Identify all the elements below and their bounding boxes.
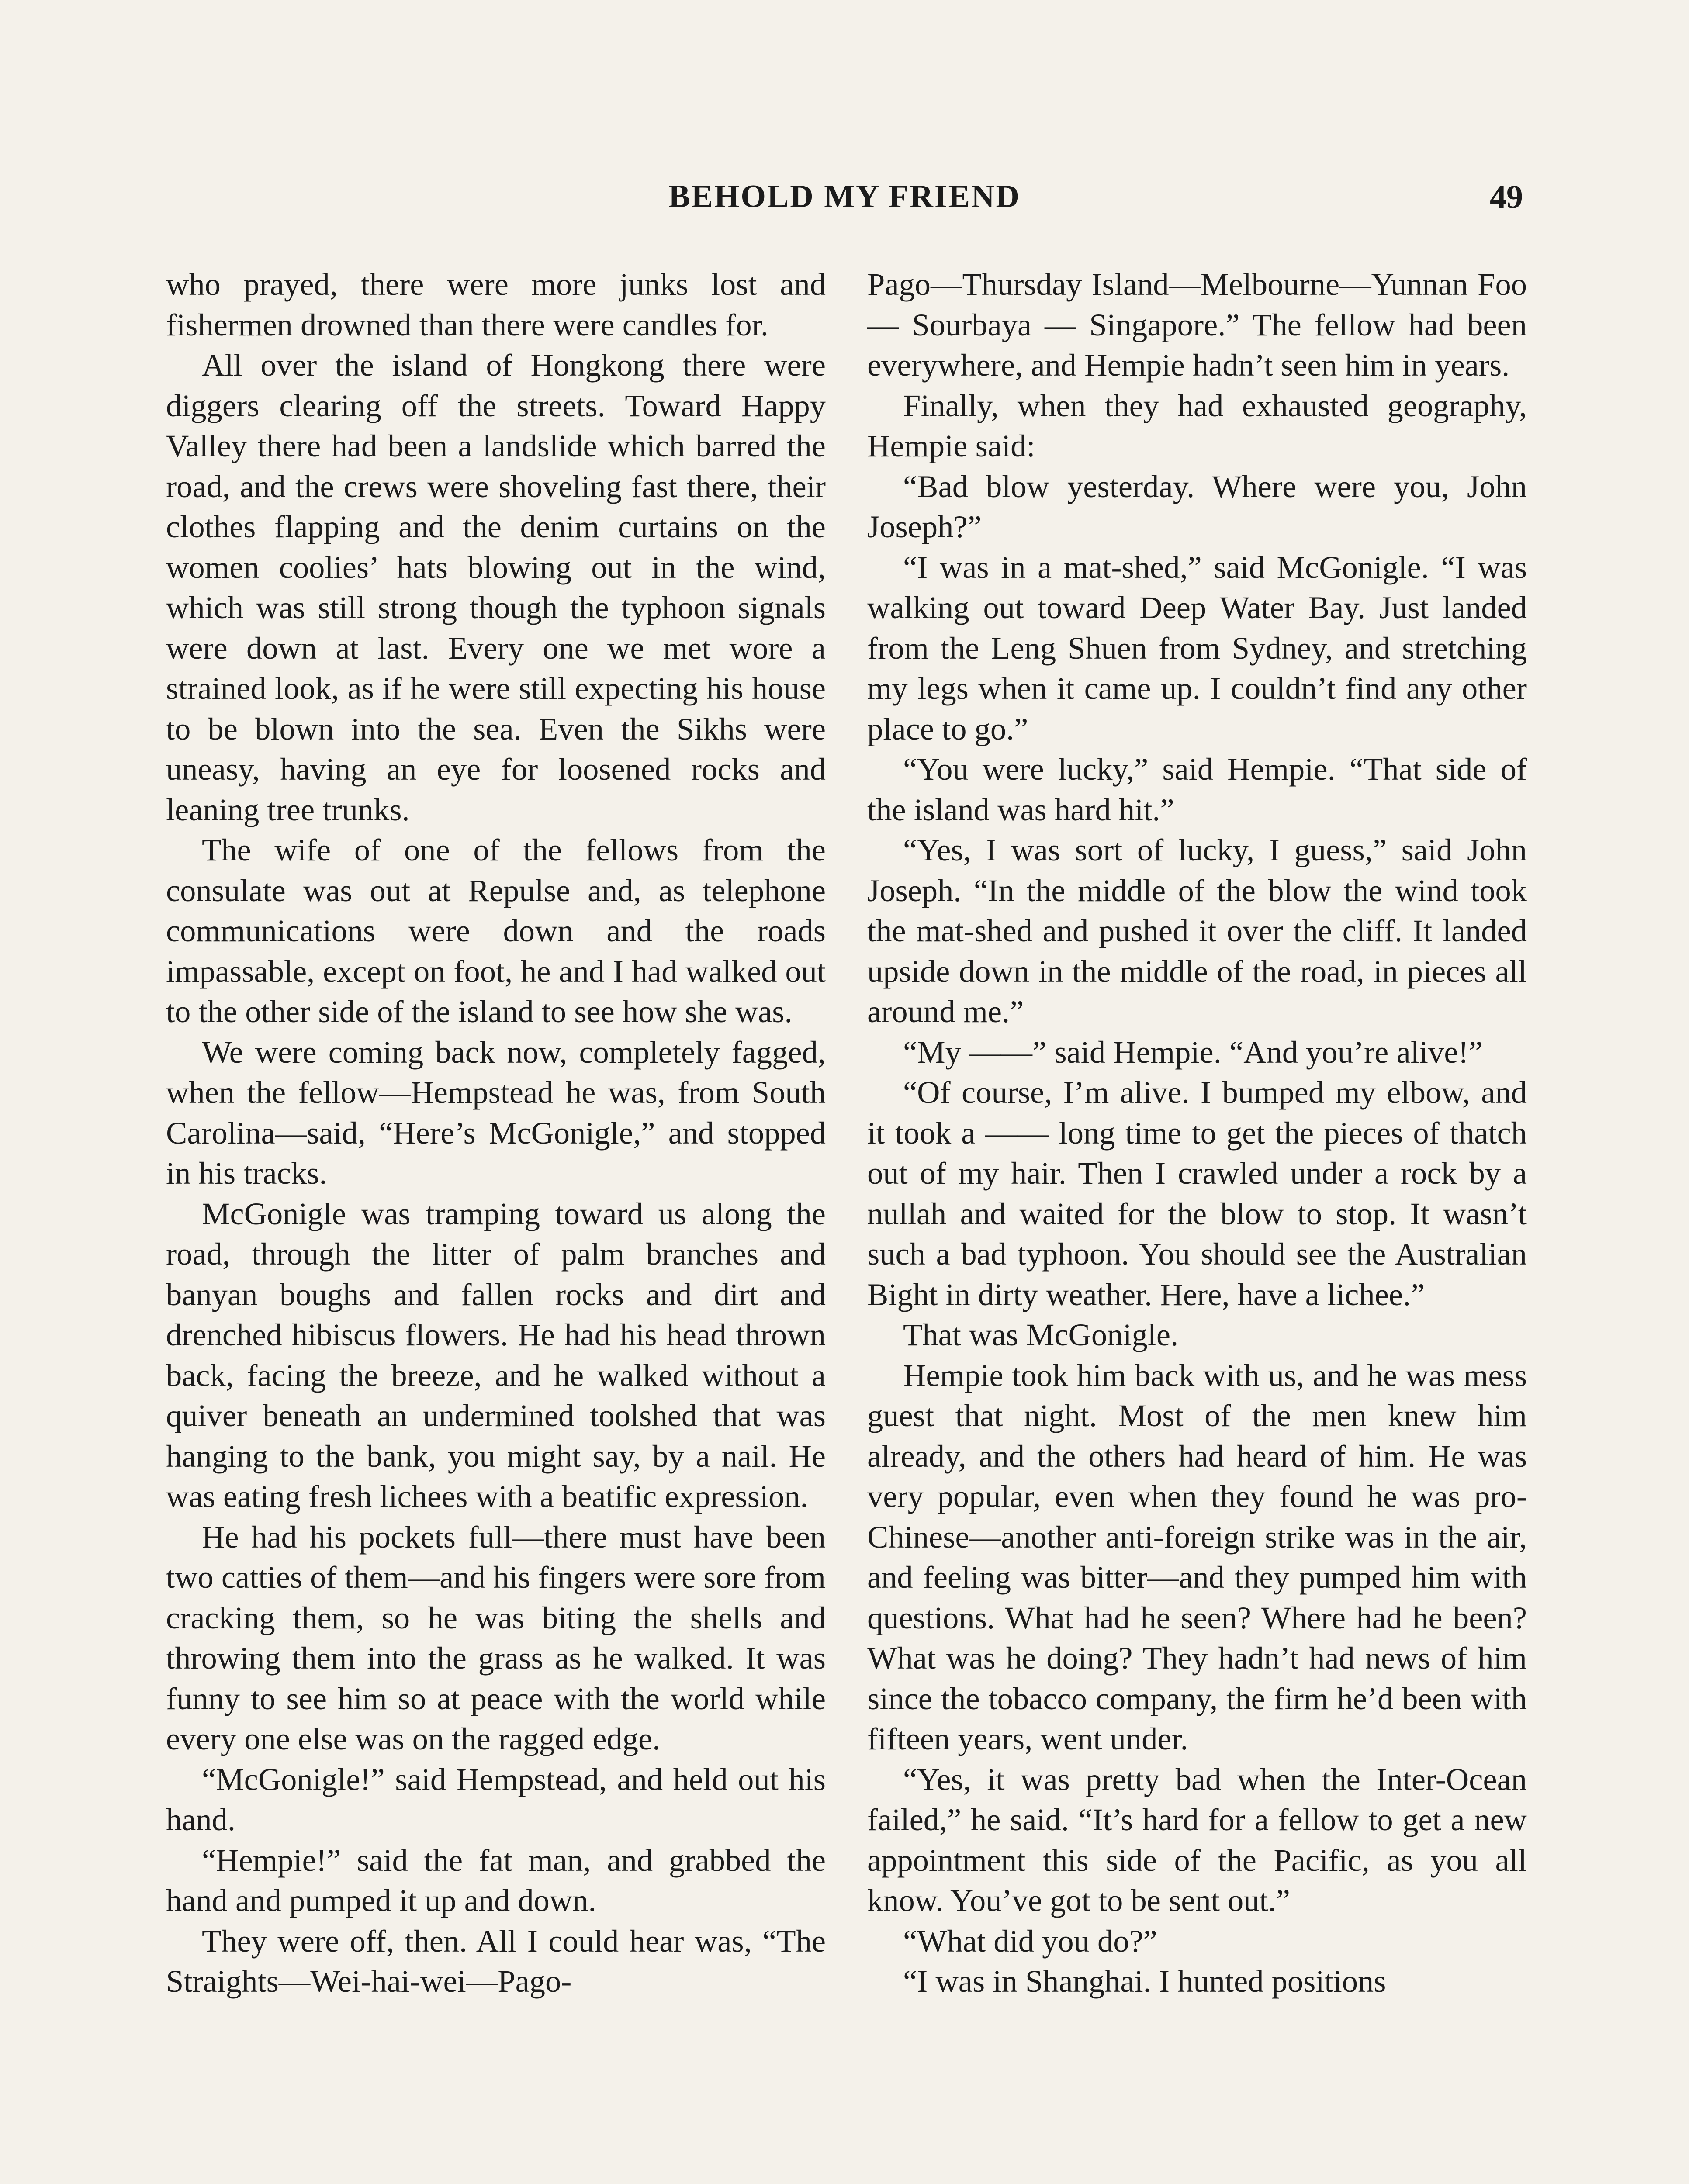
paragraph: “You were lucky,” said Hempie. “That side of the island was hard hit.” — [867, 751, 1527, 827]
paragraph: He had his pockets full—there must have been two catties of them—and his fingers were sore from cracking them, so he was biting the shells and throwing them into the grass as he walked. It was funny to see him so at peace with the world while every one else was on the ragged edge. — [166, 1519, 826, 1756]
page-number: 49 — [1490, 179, 1523, 215]
paragraph: “McGonigle!” said Hempstead, and held out his hand. — [166, 1761, 826, 1837]
paragraph: “Yes, I was sort of lucky, I guess,” said John Joseph. “In the middle of the blow the wind took the mat-shed and pushed it over the cliff. It landed upside down in the middle of the road, in pieces all around me.” — [867, 832, 1527, 1029]
running-head — [166, 175, 1523, 223]
paragraph: “Of course, I’m alive. I bumped my elbow, and it took a —— long time to get the pieces of thatch out of my hair. Then I crawled under a rock by a nullah and waited for the blow to stop. It wasn’t such a bad typhoon. You should see the Australian Bight in dirty weather. Here, have a lichee.” — [867, 1075, 1527, 1312]
running-title: BEHOLD MY FRIEND — [668, 179, 1021, 214]
text-column-left — [166, 264, 826, 2002]
paragraph: McGonigle was tramping toward us along the road, through the litter of palm branches and banyan boughs and fallen rocks and dirt and drenched hibiscus flowers. He had his head thrown back, facing the breeze, and he walked without a quiver beneath an undermined toolshed that was hanging to the bank, you might say, by a nail. He was eating fresh lichees with a beatific expression. — [166, 1196, 826, 1514]
paragraph: “Hempie!” said the fat man, and grabbed the hand and pumped it up and down. — [166, 1842, 826, 1918]
paragraph: The wife of one of the fellows from the consulate was out at Repulse and, as telephone communications were down and the roads impassable, except on foot, he and I had walked out to the other side of the island to see how she was. — [166, 832, 826, 1029]
paragraph: “I was in a mat-shed,” said McGonigle. “I was walking out toward Deep Water Bay. Just landed from the Leng Shuen from Sydney, and stretching my legs when it came up. I couldn’t find any other place to go.” — [867, 549, 1527, 746]
paragraph: All over the island of Hongkong there were diggers clearing off the streets. Toward Happy Valley there had been a landslide which barred the road, and the crews were shoveling fast there, their clothes flapping and the denim curtains on the women coolies’ hats blowing out in the wind, which was still strong though the typhoon signals were down at last. Every one we met wore a strained look, as if he were still expecting his house to be blown into the sea. Even the Sikhs were uneasy, having an eye for loosened rocks and leaning tree trunks. — [166, 347, 826, 827]
paragraph: Finally, when they had exhausted geography, Hempie said: — [867, 387, 1527, 463]
paragraph: “I was in Shanghai. I hunted positions — [903, 1963, 1386, 1999]
paragraph: “Yes, it was pretty bad when the Inter-Ocean failed,” he said. “It’s hard for a fellow to get a new appointment this side of the Pacific, as you all know. You’ve got to be sent out.” — [867, 1761, 1527, 1918]
paragraph: “What did you do?” — [903, 1923, 1157, 1959]
paragraph: They were off, then. All I could hear was, “The Straights—Wei-hai-wei—Pago- — [166, 1923, 826, 1999]
paragraph: Pago—Thursday Island—Melbourne—Yunnan Foo — Sourbaya — Singapore.” The fellow had been everywhere, and Hempie hadn’t seen him in years. — [867, 266, 1527, 383]
paragraph: We were coming back now, completely fagged, when the fellow—Hempstead he was, from South Carolina—said, “Here’s McGonigle,” and stopped in his tracks. — [166, 1034, 826, 1191]
paragraph: That was McGonigle. — [903, 1317, 1179, 1352]
paragraph: Hempie took him back with us, and he was mess guest that night. Most of the men knew him already, and the others had heard of him. He was very popular, even when they found he was pro-Chinese—another anti-foreign strike was in the air, and feeling was bitter—and they pumped him with questions. What had he seen? Where had he been? What was he doing? They hadn’t had news of him since the tobacco company, the firm he’d been with fifteen years, went under. — [867, 1357, 1527, 1756]
paragraph: “My ——” said Hempie. “And you’re alive!” — [903, 1034, 1483, 1070]
paragraph: who prayed, there were more junks lost and fishermen drowned than there were candles for. — [166, 266, 826, 342]
paragraph: “Bad blow yesterday. Where were you, John Joseph?” — [867, 468, 1527, 544]
text-column-right — [867, 264, 1527, 2002]
